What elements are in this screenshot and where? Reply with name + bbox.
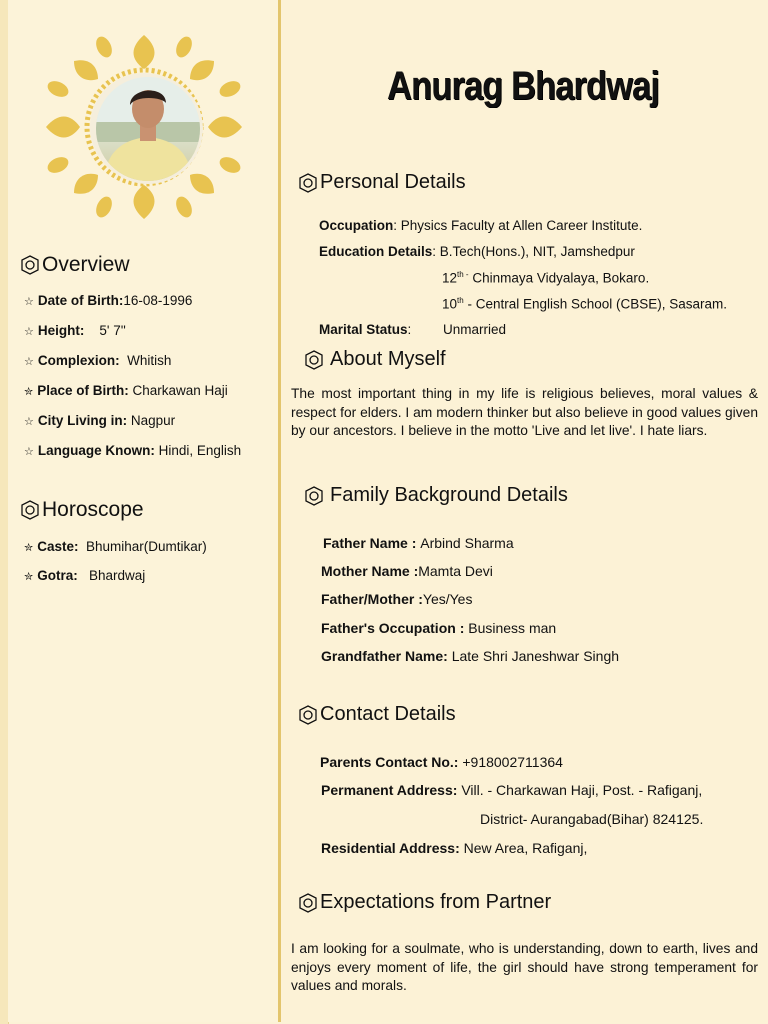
ornament-icon [298, 173, 318, 193]
family-item: Grandfather Name: Late Shri Janeshwar Singh [321, 648, 620, 664]
education-row-2: $12^{th -}$ Chinmaya Vidyalaya, Bokaro. [442, 270, 650, 286]
star-icon: ☆ [24, 446, 34, 458]
family-item: Mother Name :Mamta Devi [321, 563, 493, 579]
ornament-icon [304, 486, 324, 506]
family-item: Father Name : Arbind Sharma [323, 535, 514, 551]
permanent-address-line-2: District- Aurangabad(Bihar) 824125. [480, 811, 704, 827]
star-icon: ✮ [24, 542, 34, 554]
ornament-icon [20, 500, 40, 520]
ornament-icon [20, 255, 40, 275]
family-item: Father's Occupation : Business man [321, 620, 557, 636]
horoscope-item: ✮ Caste: Bhumihar(Dumtikar) [24, 539, 207, 554]
family-item: Father/Mother :Yes/Yes [321, 591, 473, 607]
overview-title: Overview [42, 253, 130, 276]
permanent-address-row: Permanent Address: Vill. - Charkawan Haji, Post. - Rafiganj, [321, 782, 703, 798]
education-row: Education Details: B.Tech(Hons.), NIT, Jamshedpur [319, 244, 635, 259]
star-icon: ✮ [24, 571, 34, 583]
overview-item: ☆ Date of Birth:16-08-1996 [24, 293, 193, 308]
family-heading [304, 484, 568, 507]
overview-item: ☆ Language Known: Hindi, English [24, 443, 242, 458]
occupation-row: Occupation: Physics Faculty at Allen Career Institute. [319, 218, 643, 233]
ornament-icon [304, 350, 324, 370]
personal-title: Personal Details [320, 171, 466, 193]
about-heading [304, 348, 446, 371]
marital-row: Marital Status: [319, 322, 412, 337]
horoscope-item: ✮ Gotra: Bhardwaj [24, 568, 146, 583]
overview-item: ☆ City Living in: Nagpur [24, 413, 176, 428]
overview-item: ✮ Place of Birth: Charkawan Haji [24, 383, 228, 398]
star-icon: ☆ [24, 416, 34, 428]
ornament-icon [298, 705, 318, 725]
family-title: Family Background Details [330, 484, 568, 506]
marital-value: Unmarried [443, 322, 507, 337]
horoscope-title: Horoscope [42, 498, 144, 521]
expectations-text: I am looking for a soulmate, who is understanding, down to earth, lives and enjoys every moment of life, the girl should have strong temperament for values and morals. [291, 941, 758, 993]
star-icon: ☆ [24, 326, 34, 338]
overview-heading [20, 253, 130, 277]
contact-title: Contact Details [320, 703, 456, 725]
residential-address-row: Residential Address: New Area, Rafiganj, [321, 840, 588, 856]
ornament-icon [298, 893, 318, 913]
overview-item: ☆ Height: 5' 7'' [24, 323, 126, 338]
expectations-title: Expectations from Partner [320, 891, 552, 913]
overview-item: ☆ Complexion: Whitish [24, 353, 172, 368]
profile-photo [93, 74, 203, 184]
expectations-heading [298, 891, 551, 914]
star-icon: ✮ [24, 386, 34, 398]
page-title: Anurag Bhardwaj [387, 64, 659, 108]
personal-heading [298, 171, 466, 194]
parents-contact-row: Parents Contact No.: +918002711364 [320, 754, 563, 770]
about-text: The most important thing in my life is religious believes, moral values & respect for elders. I am modern thinker but also believe in good values given by our ancestors. I believe in the motto 'Live and let live'. I hate liars. [291, 386, 758, 438]
horoscope-heading [20, 498, 144, 522]
star-icon: ☆ [24, 356, 34, 368]
contact-heading [298, 703, 456, 726]
education-row-3: 10th - Central English School (CBSE), Sasaram. [442, 296, 728, 312]
about-title: About Myself [330, 348, 446, 370]
star-icon: ☆ [24, 296, 34, 308]
